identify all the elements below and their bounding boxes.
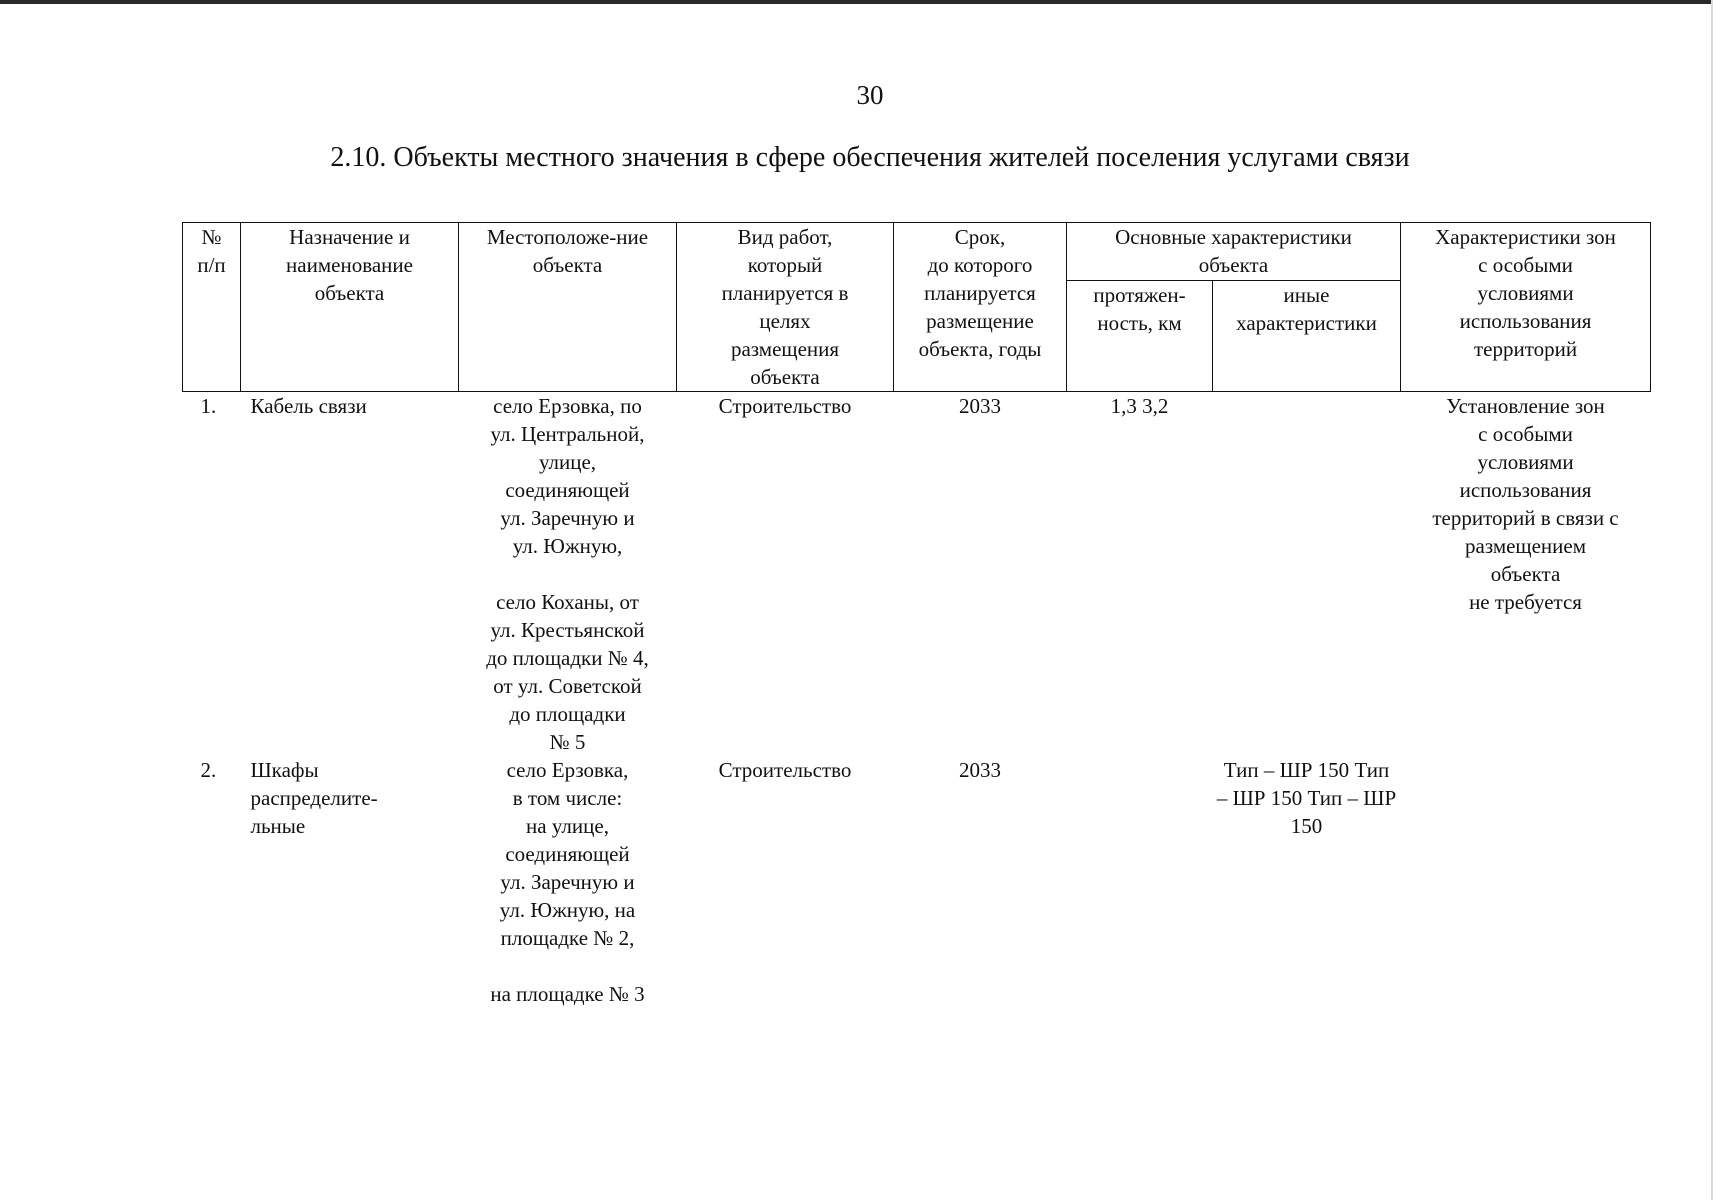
row1-location bbox=[459, 392, 677, 757]
row2-length bbox=[1067, 756, 1213, 1008]
scan-edge bbox=[0, 0, 1713, 4]
row2-work: Строительство bbox=[718, 758, 852, 782]
row2-other-2: Тип – ШР 150 bbox=[1216, 758, 1390, 810]
header-term: Срок, до которого планируется размещение объекта, годы bbox=[894, 223, 1067, 392]
header-length: протяжен- ность, км bbox=[1067, 281, 1213, 392]
row1-other bbox=[1213, 392, 1401, 757]
row1-zones: Установление зон с особыми условиями использования территорий в связи с размещением объекта не требуется bbox=[1432, 394, 1619, 614]
row1-name: Кабель связи bbox=[250, 394, 367, 418]
row1-num: 1. bbox=[200, 394, 217, 418]
row2-num: 2. bbox=[200, 758, 217, 782]
row2-location-1: село Ерзовка, в том числе: на улице, соединяющей ул. Заречную и ул. Южную, bbox=[499, 758, 635, 922]
row1-length bbox=[1067, 392, 1213, 757]
document-title: 2.10. Объекты местного значения в сфере обеспечения жителей поселения услугами связи bbox=[330, 142, 1410, 173]
row2-zones bbox=[1401, 756, 1651, 1008]
row1-location-2: село Коханы, от ул. Крестьянской до площадки № 4, от ул. Советской до площадки № 5 bbox=[486, 590, 649, 754]
header-work-type: Вид работ, который планируется в целях размещения объекта bbox=[677, 223, 894, 392]
header-num: № п/п bbox=[183, 223, 241, 392]
table-row bbox=[183, 756, 1651, 1008]
page-number: 30 bbox=[856, 80, 884, 110]
row2-other bbox=[1213, 756, 1401, 1008]
row2-location-2: на площадке № 2, bbox=[500, 898, 636, 950]
row2-location bbox=[459, 756, 677, 1008]
header-name: Назначение и наименование объекта bbox=[241, 223, 459, 392]
objects-table bbox=[182, 222, 1651, 1008]
row2-other-3: Тип – ШР 150 bbox=[1290, 786, 1397, 838]
row1-location-1: село Ерзовка, по ул. Центральной, улице, соединяющей ул. Заречную и ул. Южную, bbox=[490, 394, 645, 558]
row1-term: 2033 bbox=[959, 394, 1001, 418]
header-main-characteristics: Основные характеристики объекта bbox=[1067, 223, 1401, 281]
row1-work: Строительство bbox=[718, 394, 852, 418]
table-row bbox=[183, 392, 1651, 757]
row2-name: Шкафы распределите- льные bbox=[250, 758, 378, 838]
header-zones: Характеристики зон с особыми условиями использования территорий bbox=[1401, 223, 1651, 392]
header-location: Местоположе-ние объекта bbox=[459, 223, 677, 392]
row2-term: 2033 bbox=[959, 758, 1001, 782]
header-other: иные характеристики bbox=[1213, 281, 1401, 392]
row1-length-1: 1,3 bbox=[1110, 394, 1137, 418]
row2-other-1: Тип – ШР 150 bbox=[1223, 758, 1350, 782]
row2-location-3: на площадке № 3 bbox=[490, 982, 645, 1006]
row1-length-2: 3,2 bbox=[1142, 394, 1169, 418]
